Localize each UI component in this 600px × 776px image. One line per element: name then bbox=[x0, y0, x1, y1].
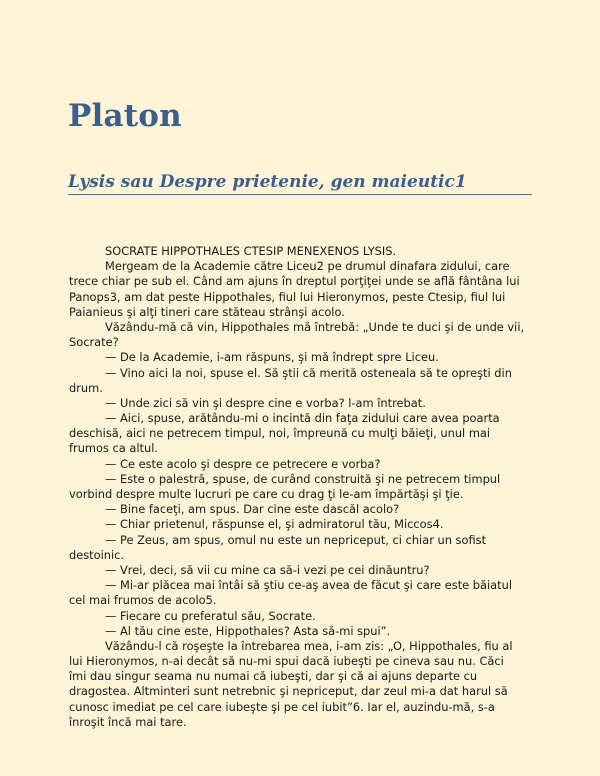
text-line: vorbind despre multe lucruri pe care cu drag ţi le-am împărtăşi şi ţie. bbox=[69, 487, 464, 501]
text-line: — Vrei, deci, să vii cu mine ca să-i vezi pe cei dinăuntru? bbox=[105, 562, 430, 577]
text-line: cunosc imediat pe cel care iubeşte şi pe cel iubit”6. Iar el, auzindu-mă, s-a bbox=[69, 699, 495, 714]
text-line: deschisă, aici ne petrecem timpul, noi, împreună cu mulţi băieţi, unul mai bbox=[69, 426, 491, 441]
text-line: lui Hieronymos, n-ai decât să nu-mi spui dacă iubeşti pe cineva sau nu. Căci bbox=[69, 654, 504, 669]
text-line: Paianieus şi alţi tineri care stăteau strânşi acolo. bbox=[69, 304, 345, 319]
text-line: — Ce este acolo şi despre ce petrecere e vorba? bbox=[105, 456, 381, 471]
text-line: Văzându-mă că vin, Hippothales mă întrebă: „Unde te duci şi de unde vii, bbox=[105, 319, 525, 334]
text-line: — Bine faceţi, am spus. Dar cine este dascăl acolo? bbox=[105, 502, 400, 517]
document-subtitle: Lysis sau Despre prietenie, gen maieutic1 bbox=[68, 172, 532, 195]
text-line: îmi dau singur seama nu numai că iubeşti, dar şi că ai ajuns departe cu bbox=[69, 669, 478, 684]
text-line: dragostea. Altminteri sunt netrebnic şi nepriceput, dar zeul mi-a dat harul să bbox=[69, 684, 508, 699]
text-line: Văzându-l că roşeşte la întrebarea mea, i-am zis: „O, Hippothales, fiu al bbox=[105, 638, 513, 653]
text-line: — Fiecare cu preferatul său, Socrate. bbox=[105, 608, 316, 623]
text-line: — Aici, spuse, arătându-mi o incintă din faţa zidului care avea poarta bbox=[105, 411, 500, 426]
page-title: Platon bbox=[68, 98, 182, 134]
text-line: — Chiar prietenul, răspunse el, şi admiratorul tău, Miccos4. bbox=[105, 517, 444, 532]
text-line: drum. bbox=[69, 380, 103, 395]
text-line: — De la Academie, i-am răspuns, şi mă îndrept spre Liceu. bbox=[105, 350, 439, 365]
text-line: destoinic. bbox=[69, 547, 125, 562]
text-line: — Al tău cine este, Hippothales? Asta să-mi spui”. bbox=[105, 623, 391, 638]
text-line: — Este o palestră, spuse, de curând construită şi ne petrecem timpul bbox=[105, 471, 501, 486]
text-line: Socrate? bbox=[69, 335, 119, 350]
text-line: — Mi-ar plăcea mai întâi să ştiu ce-aş avea de făcut şi care este băiatul bbox=[105, 578, 512, 593]
text-line: frumos ca altul. bbox=[69, 441, 159, 456]
text-line: — Vino aici la noi, spuse el. Să ştii că merită osteneala să te opreşti din bbox=[105, 365, 512, 380]
text-line: Mergeam de la Academie către Liceu2 pe drumul dinafara zidului, care bbox=[105, 259, 510, 274]
text-line: trece chiar pe sub el. Când am ajuns în dreptul porţiţei unde se află fântâna lui bbox=[69, 274, 520, 289]
text-line: SOCRATE HIPPOTHALES CTESIP MENEXENOS LYSIS. bbox=[105, 244, 397, 258]
text-line: — Pe Zeus, am spus, omul nu este un nepriceput, ci chiar un sofist bbox=[105, 532, 487, 547]
text-line: înroşit încă mai tare. bbox=[69, 714, 187, 729]
text-line: — Unde zici să vin şi despre cine e vorba? l-am întrebat. bbox=[105, 395, 426, 410]
document-body bbox=[69, 244, 531, 730]
text-line: Panops3, am dat peste Hippothales, fiul lui Hieronymos, peste Ctesip, fiul lui bbox=[69, 289, 506, 304]
text-line: cel mai frumos de acolo5. bbox=[69, 593, 217, 608]
